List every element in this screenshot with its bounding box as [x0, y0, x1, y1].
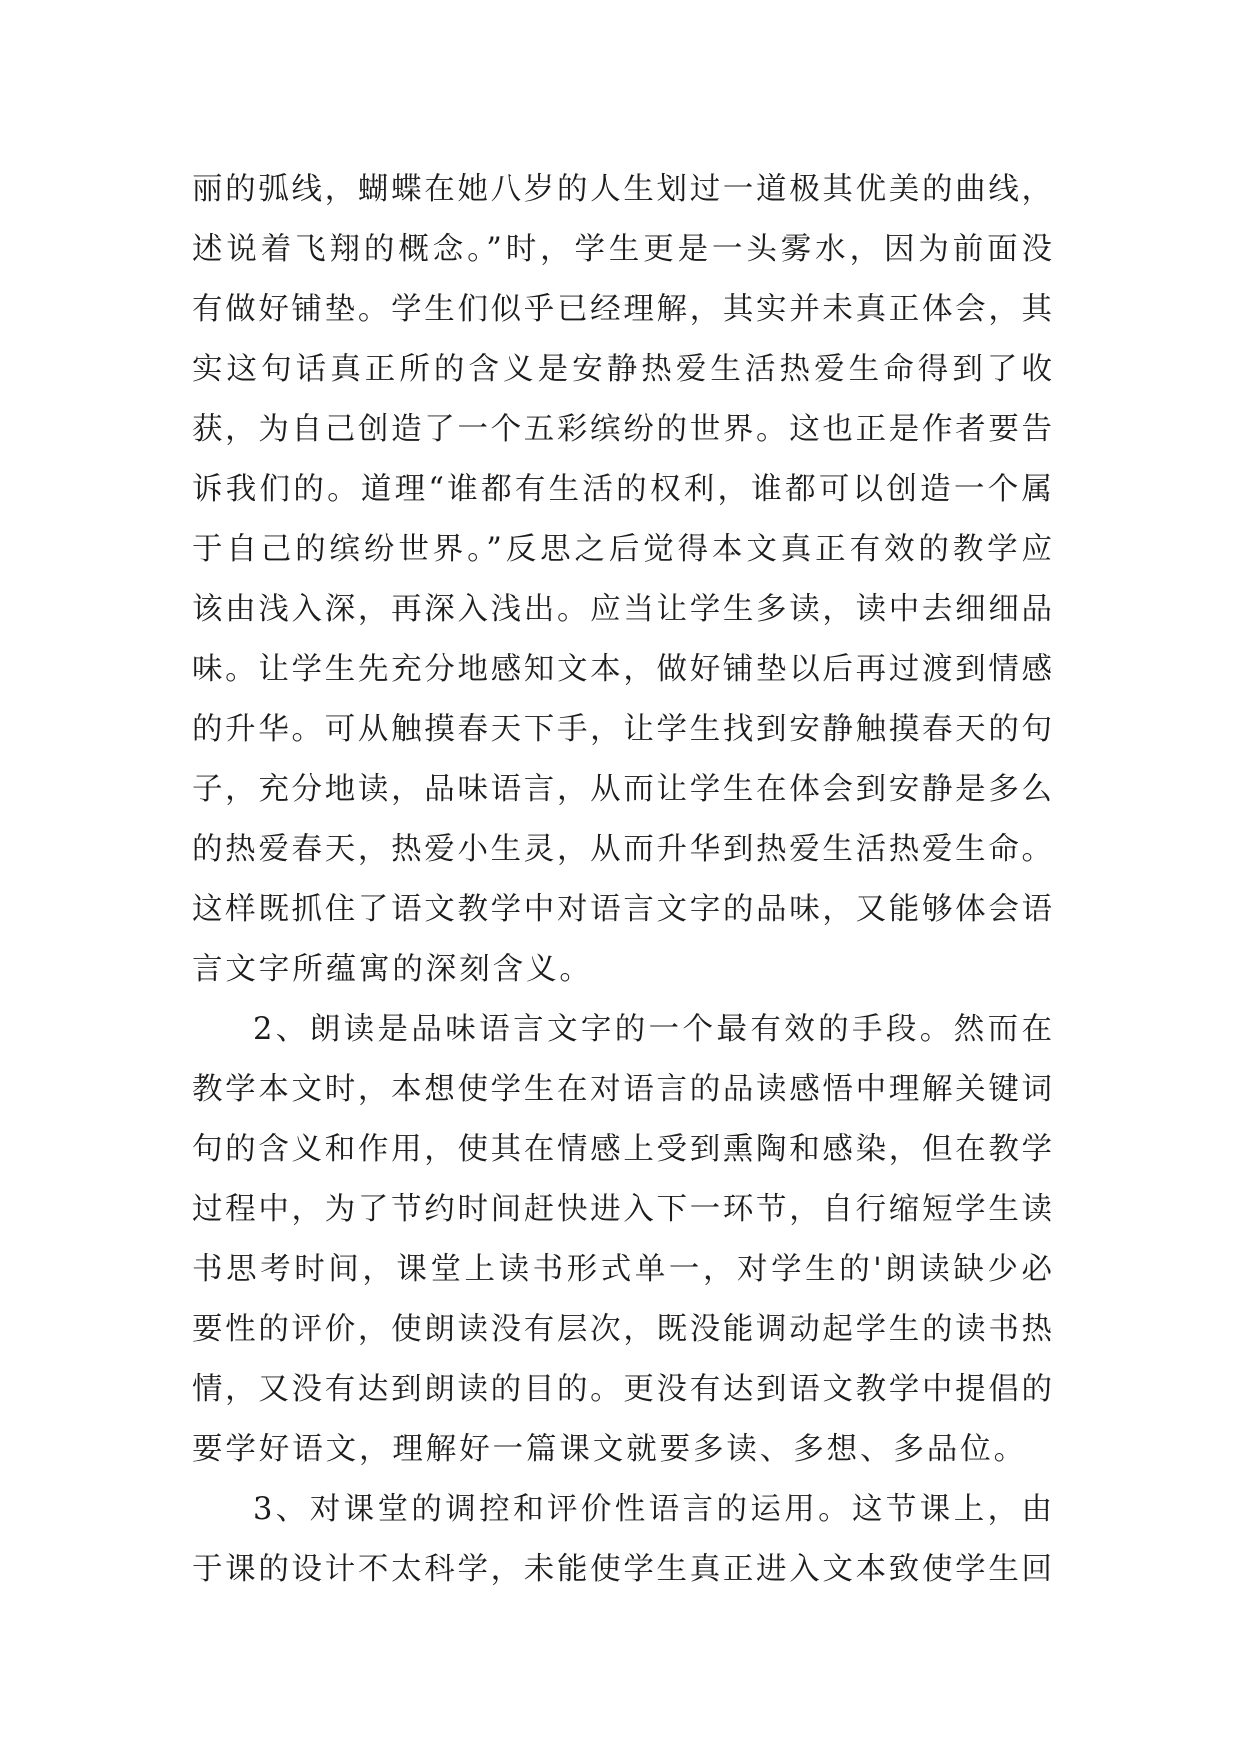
text-line: 该由浅入深，再深入浅出。应当让学生多读，读中去细细品 — [192, 592, 1052, 627]
text-line: 述说着飞翔的概念。”时，学生更是一头雾水，因为前面没 — [192, 232, 1052, 267]
text-line: 情，又没有达到朗读的目的。更没有达到语文教学中提倡的 — [192, 1372, 1052, 1407]
text-line: 于课的设计不太科学，未能使学生真正进入文本致使学生回 — [192, 1552, 1052, 1587]
text-line: 这样既抓住了语文教学中对语言文字的品味，又能够体会语 — [192, 892, 1052, 927]
text-line: 教学本文时，本想使学生在对语言的品读感悟中理解关键词 — [192, 1072, 1052, 1107]
text-line: 要性的评价，使朗读没有层次，既没能调动起学生的读书热 — [192, 1312, 1052, 1347]
paragraph-first-line: 3、对课堂的调控和评价性语言的运用。这节课上，由 — [253, 1492, 1052, 1527]
body-text — [192, 160, 1052, 1600]
text-line: 味。让学生先充分地感知文本，做好铺垫以后再过渡到情感 — [192, 652, 1052, 687]
text-line: 的热爱春天，热爱小生灵，从而升华到热爱生活热爱生命。 — [192, 832, 1052, 867]
text-line: 实这句话真正所的含义是安静热爱生活热爱生命得到了收 — [192, 352, 1052, 387]
text-line: 的升华。可从触摸春天下手，让学生找到安静触摸春天的句 — [192, 712, 1052, 747]
text-line: 过程中，为了节约时间赶快进入下一环节，自行缩短学生读 — [192, 1192, 1052, 1227]
text-line: 获，为自己创造了一个五彩缤纷的世界。这也正是作者要告 — [192, 412, 1052, 447]
text-line: 有做好铺垫。学生们似乎已经理解，其实并未真正体会，其 — [192, 292, 1052, 327]
text-line: 书思考时间，课堂上读书形式单一，对学生的'朗读缺少必 — [192, 1252, 1052, 1287]
text-line: 言文字所蕴寓的深刻含义。 — [192, 952, 593, 987]
text-line: 丽的弧线，蝴蝶在她八岁的人生划过一道极其优美的曲线， — [192, 172, 1052, 207]
text-line: 句的含义和作用，使其在情感上受到熏陶和感染，但在教学 — [192, 1132, 1052, 1167]
text-line: 于自己的缤纷世界。”反思之后觉得本文真正有效的教学应 — [192, 532, 1052, 567]
text-line: 诉我们的。道理“谁都有生活的权利，谁都可以创造一个属 — [192, 472, 1052, 507]
text-line: 要学好语文，理解好一篇课文就要多读、多想、多品位。 — [192, 1432, 1027, 1467]
paragraph-first-line: 2、朗读是品味语言文字的一个最有效的手段。然而在 — [253, 1012, 1052, 1047]
text-line: 子，充分地读，品味语言，从而让学生在体会到安静是多么 — [192, 772, 1052, 807]
